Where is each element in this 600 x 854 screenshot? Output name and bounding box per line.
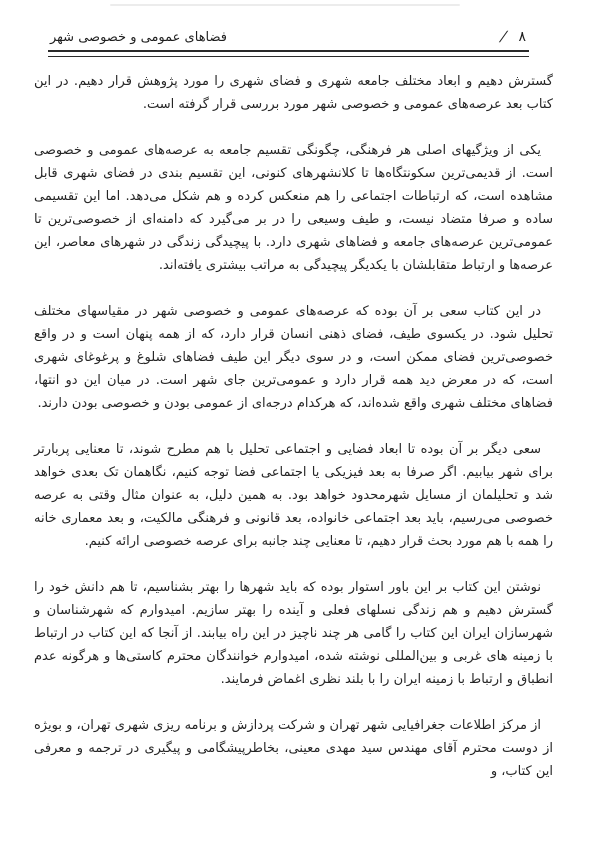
- running-header-title: فضاهای عمومی و خصوصی شهر: [50, 30, 227, 45]
- body-paragraph: نوشتن این کتاب بر این باور استوار بوده که باید شهرها را بهتر بشناسیم، تا هم دانش خود را گسترش دهیم و هم زندگی نسلهای فعلی و آینده را بهتر سازیم. امیدوارم که شهرشناسان و شهرسازان ایران این کتاب را گامی هر چند ناچیز در این راه بیابند. از آنجا که این کتاب در ارتباط با زمینه های غربی و بین‌المللی نوشته شده، امیدوارم خوانندگان محترم کاستی‌ها و هرگونه عدم انطباق و ارتباط با زمینه ایران را با بلند نظری اغماض فرمایند.: [34, 580, 553, 687]
- page-body: [34, 70, 553, 806]
- page-number: [501, 29, 528, 45]
- header-divider: [48, 50, 529, 57]
- scan-artifact: [110, 4, 460, 6]
- page-number-value: ۸: [518, 29, 526, 45]
- body-paragraph: یکی از ویژگیهای اصلی هر فرهنگی، چگونگی تقسیم جامعه به عرصه‌های عمومی و خصوصی است. از قدیمی‌ترین سکونتگاه‌ها تا کلانشهرهای کنونی، این تقسیم بندی در فضای شهری قابل مشاهده است، که ارتباطات اجتماعی را هم منعکس کرده و هم شکل می‌دهد. اما این تقسیمی ساده و صرفا متضاد نیست، و طیف وسیعی را در بر می‌گیرد که دامنه‌ای از خصوصی‌ترین تا عمومی‌ترین عرصه‌های جامعه و فضاهای شهری دارد. با پیچیدگی زندگی در شهرهای معاصر، این عرصه‌ها و ارتباط متقابلشان با یکدیگر پیچیدگی به مراتب بیشتری یافته‌اند.: [34, 143, 553, 273]
- page-header: [50, 29, 528, 45]
- body-paragraph: در این کتاب سعی بر آن بوده که عرصه‌های عمومی و خصوصی شهر در مقیاسهای مختلف تحلیل شود. در یکسوی طیف، فضای ذهنی انسان قرار دارد، که از همه پنهان است و در واقع خصوصی‌ترین فضای ممکن است، و در سوی دیگر این طیف فضاهای شلوغ و پرغوغای شهری است، که در معرض دید همه قرار دارد و عمومی‌ترین جای شهر است. در میان این دو انتها، فضاهای مختلف شهری واقع شده‌اند، که هرکدام درجه‌ای از عمومی بودن و خصوصی بودن دارند.: [34, 304, 553, 411]
- body-paragraph: از مرکز اطلاعات جغرافیایی شهر تهران و شرکت پردازش و برنامه ریزی شهری تهران، و بویژه از دوست محترم آقای مهندس سید مهدی معینی، بخاطرپیشگامی و پیگیری در ترجمه و معرفی این کتاب، و: [34, 718, 553, 779]
- body-paragraph: سعی دیگر بر آن بوده تا ابعاد فضایی و اجتماعی تحلیل با هم مطرح شوند، تا معنایی پربارتر برای شهر بیابیم. اگر صرفا به بعد فیزیکی یا اجتماعی فضا توجه کنیم، نگاهمان تک بعدی خواهد شد و تحلیلمان از مسایل شهرمحدود خواهد بود. به همین دلیل، به عنوان مثال وقتی به عرصه خصوصی می‌رسیم، باید بعد اجتماعی خانواده، بعد قانونی و فرهنگی مالکیت، و بعد معماری خانه را همه با هم مورد بحث قرار دهیم، تا معنایی چند جانبه برای عرصه خصوصی ارائه کنیم.: [34, 442, 553, 549]
- page-number-separator: /: [499, 29, 508, 45]
- body-paragraph: گسترش دهیم و ابعاد مختلف جامعه شهری و فضای شهری را مورد پژوهش قرار دهیم. در این کتاب بعد عرصه‌های عمومی و خصوصی شهر مورد بررسی قرار گرفته است.: [34, 74, 553, 112]
